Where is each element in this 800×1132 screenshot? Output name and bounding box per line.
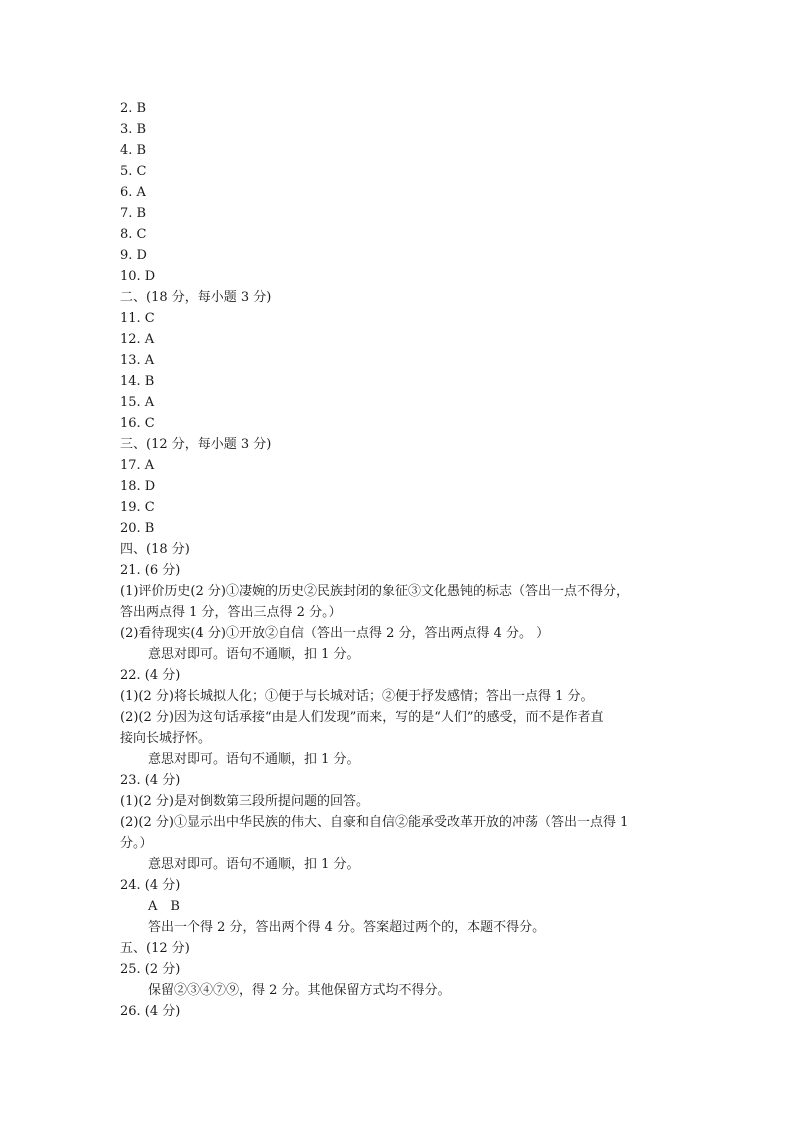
answer-line: 15. A [120,395,155,410]
scoring-note: 意思对即可。语句不通顺，扣 1 分。 [148,752,360,767]
answer-line: 6. A [120,185,146,200]
scoring-note: 答出一个得 2 分，答出两个得 4 分。答案超过两个的，本题不得分。 [148,920,546,935]
answer-line: 9. D [120,248,147,263]
answer-choices: A B [148,899,180,914]
question-header: 23. (4 分) [120,773,181,788]
answer-line: 20. B [120,521,155,536]
answer-text: (1)(2 分)是对倒数第三段所提问题的回答。 [120,794,369,809]
answer-line: 10. D [120,269,156,284]
answer-text: 分。） [120,836,153,851]
answer-line: 17. A [120,458,155,473]
question-header: 26. (4 分) [120,1004,181,1019]
scoring-note: 保留②③④⑦⑨，得 2 分。其他保留方式均不得分。 [148,983,451,998]
scoring-note: 意思对即可。语句不通顺，扣 1 分。 [148,857,360,872]
answer-line: 3. B [120,122,147,137]
answer-line: 11. C [120,311,155,326]
answer-text: 接向长城抒怀。 [120,731,212,746]
answer-text: (1)评价历史(2 分)①凄婉的历史②民族封闭的象征③文化愚钝的标志（答出一点不得分， [120,584,629,599]
answer-line: 8. C [120,227,147,242]
answer-text: (2)看待现实(4 分)①开放②自信（答出一点得 2 分，答出两点得 4 分。 ） [120,626,550,641]
answer-line: 2. B [120,101,147,116]
answer-line: 13. A [120,353,155,368]
section-heading: 五、(12 分) [120,941,190,956]
section-heading: 三、(12 分，每小题 3 分) [120,437,272,452]
answer-text: 答出两点得 1 分，答出三点得 2 分。） [120,605,342,620]
answer-line: 7. B [120,206,147,221]
section-heading: 四、(18 分) [120,542,190,557]
answer-text: (1)(2 分)将长城拟人化；①便于与长城对话；②便于抒发感情；答出一点得 1 分。 [120,689,594,704]
answer-line: 18. D [120,479,156,494]
answer-line: 12. A [120,332,155,347]
answer-line: 16. C [120,416,155,431]
answer-line: 14. B [120,374,155,389]
question-header: 22. (4 分) [120,668,181,683]
answer-text: (2)(2 分)①显示出中华民族的伟大、自豪和自信②能承受改革开放的冲荡（答出一点得 1 [120,815,629,830]
answer-line: 4. B [120,143,147,158]
question-header: 21. (6 分) [120,563,181,578]
question-header: 25. (2 分) [120,962,181,977]
answer-text: (2)(2 分)因为这句话承接“由是人们发现”而来，写的是“人们”的感受，而不是作者直 [120,710,604,725]
answer-key-content [120,98,680,1022]
answer-line: 5. C [120,164,147,179]
scoring-note: 意思对即可。语句不通顺，扣 1 分。 [148,647,360,662]
section-heading: 二、(18 分，每小题 3 分) [120,290,272,305]
answer-line: 19. C [120,500,155,515]
question-header: 24. (4 分) [120,878,181,893]
